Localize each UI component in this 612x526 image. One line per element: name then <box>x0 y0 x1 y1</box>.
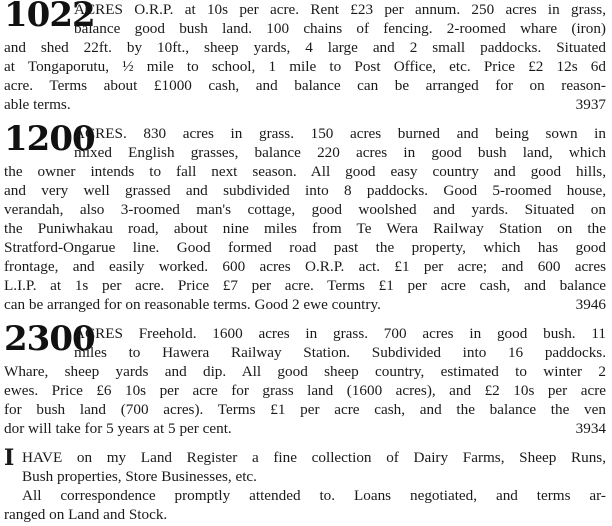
listing-reference-number: 3937 <box>575 96 606 113</box>
listing-text-line: balance good bush land. 100 chains of fencing. 2-roomed whare (iron) <box>74 20 606 37</box>
listing-text-line: ACRES. 830 acres in grass. 150 acres burned and being sown in <box>74 125 606 142</box>
listing-1022 <box>4 0 606 120</box>
notice-text-line: All correspondence promptly attended to. Loans negotiated, and terms ar- <box>22 487 606 504</box>
listing-text-line: for bush land (700 acres). Terms £1 per acre cash, and the balance the ven <box>4 401 606 418</box>
listing-text-line: Whare, sheep yards and dip. All good sheep country, estimated to winter 2 <box>4 363 606 380</box>
listing-2300 <box>4 319 606 444</box>
listing-text-line: dor will take for 5 years at 5 per cent. <box>4 420 232 437</box>
listing-reference-number: 3946 <box>575 296 606 313</box>
land-register-notice <box>4 445 606 526</box>
notice-text-line: HAVE on my Land Register a fine collection of Dairy Farms, Sheep Runs, <box>22 449 606 466</box>
listing-number: 1200 <box>4 119 95 159</box>
notice-text-line: ranged on Land and Stock. <box>4 506 168 523</box>
listing-text-line: can be arranged for on reasonable terms. Good 2 ewe country. <box>4 296 381 313</box>
listing-text-line: mixed English grasses, balance 220 acres in good bush land, which <box>74 144 606 161</box>
notice-initial: I <box>4 445 15 471</box>
listing-text-line: ewes. Price £6 10s per acre for grass land (1600 acres), and £2 10s per acre <box>4 382 606 399</box>
listing-text-line: ACRES Freehold. 1600 acres in grass. 700 acres in good bush. 11 <box>74 325 606 342</box>
listing-text-line: frontage, and easily worked. 600 acres O.R.P. act. £1 per acre; and 600 acres <box>4 258 606 275</box>
listing-text-line: and very well grassed and subdivided into 8 paddocks. Good 5-roomed house, <box>4 182 606 199</box>
listing-text-line: ACRES O.R.P. at 10s per acre. Rent £23 per annum. 250 acres in grass, <box>74 1 606 18</box>
notice-text-line: Bush properties, Store Businesses, etc. <box>22 468 257 485</box>
listing-text-line: miles to Hawera Railway Station. Subdivided into 16 paddocks. <box>74 344 606 361</box>
listing-text-line: and shed 22ft. by 10ft., sheep yards, 4 large and 2 small paddocks. Situated <box>4 39 606 56</box>
listing-text-line: Stratford-Ongarue line. Good formed road past the property, which has good <box>4 239 606 256</box>
listing-text-line: acre. Terms about £1000 cash, and balance can be arranged for on reason- <box>4 77 606 94</box>
listing-reference-number: 3934 <box>575 420 606 437</box>
listing-number: 1022 <box>4 0 95 35</box>
listing-number: 2300 <box>4 319 95 359</box>
listing-1200 <box>4 119 606 316</box>
listing-text-line: at Tongaporutu, ½ mile to school, 1 mile to Post Office, etc. Price £2 12s 6d <box>4 58 606 75</box>
listing-text-line: the Puniwhakau road, about nine miles from Te Wera Railway Station on the <box>4 220 606 237</box>
listing-text-line: L.I.P. at 1s per acre. Price £7 per acre. Terms £1 per acre cash, and balance <box>4 277 606 294</box>
listing-text-line: verandah, also 3-roomed man's cottage, good woolshed and yards. Situated on <box>4 201 606 218</box>
listing-text-line: able terms. <box>4 96 71 113</box>
listing-text-line: the owner intends to fall next season. All good easy country and good hills, <box>4 163 606 180</box>
